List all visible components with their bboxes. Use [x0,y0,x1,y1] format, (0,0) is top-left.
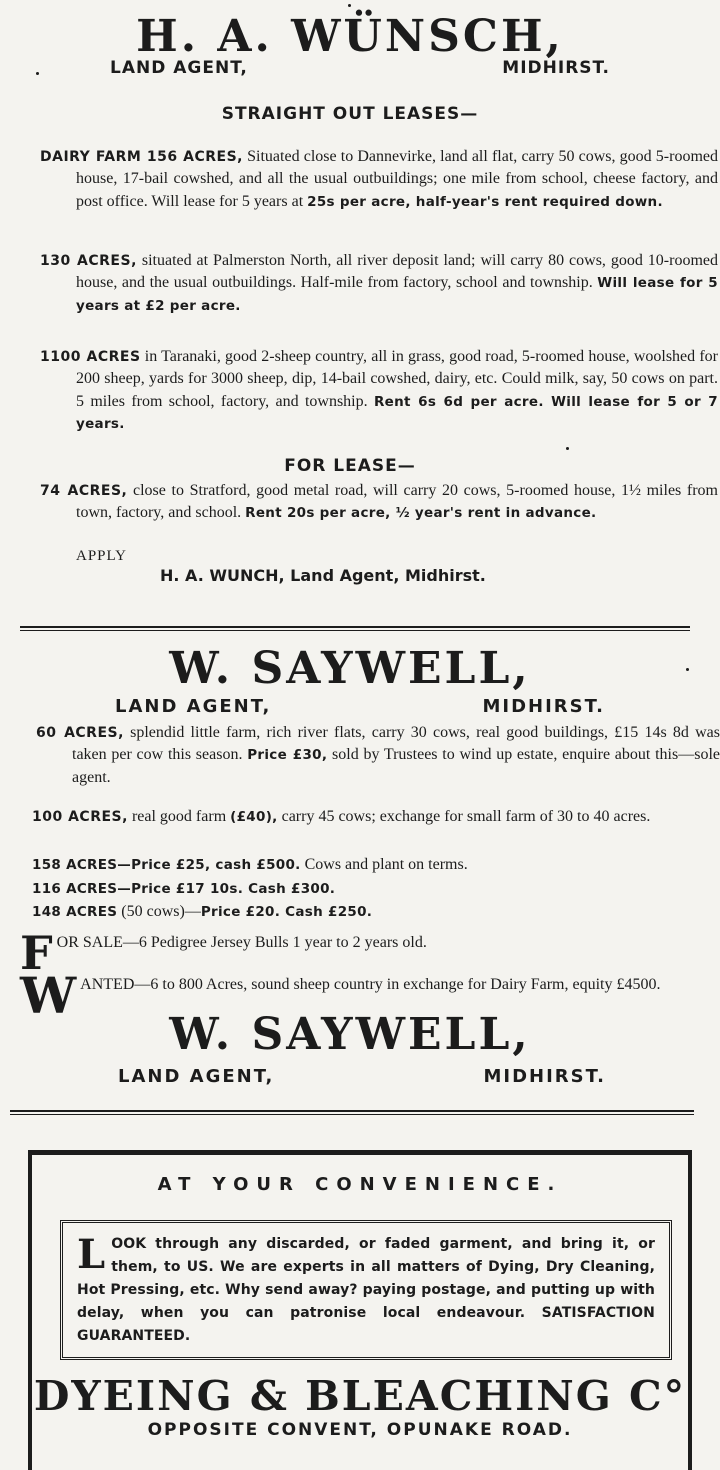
straight-out-leases-heading: STRAIGHT OUT LEASES— [221,104,479,124]
listing-text: in Taranaki, good 2-sheep country, all in grass, good road, 5-roomed house, woolshed for 200 sheep, yards for 3000 sheep, dip, 14-bail cowshed, dairy, etc. Could milk, say, 50 cows on part. 5 miles from school, factory, and township. [76,348,719,410]
dyeing-notice-box [60,1220,672,1360]
wanted-initial: W [20,966,77,1025]
listing-1100-acres [40,346,718,435]
wunsch-title: H. A. WÜNSCH, [136,11,564,62]
saywell-footer-title: W. SAYWELL, [169,1009,531,1060]
dyeing-initial: L [77,1231,106,1278]
saywell-footer-town: MIDHIRST. [483,1066,606,1087]
price-lead: 148 ACRES [32,904,118,920]
listing-text: carry 45 cows; exchange for small farm of 30 to 40 acres. [277,808,651,825]
company-address: OPPOSITE CONVENT, OPUNAKE ROAD. [147,1420,573,1440]
apply-label: APPLY [76,548,128,564]
listing-emphasis: Will lease for 5 years at £2 per acre. [76,275,718,314]
listing-lead: 100 ACRES, [32,809,128,825]
price-rest: (50 cows)— [117,903,201,920]
listing-100-acres [32,806,720,828]
convenience-heading: AT YOUR CONVENIENCE. [157,1174,563,1195]
price-line-158 [32,856,468,874]
listing-emphasis: Rent 20s per acre, ½ year's rent in advance. [245,505,597,522]
price-line-148 [32,903,372,921]
listing-60-acres [36,722,720,789]
price-tail: Price £20. Cash £250. [200,904,373,920]
listing-text: close to Stratford, good metal road, will carry 20 cows, 5-roomed house, 1½ miles from town, factory, and school. [76,482,719,522]
listing-emphasis: 25s per acre, half-year's rent required down. [307,193,663,210]
wunsch-town: MIDHIRST. [502,58,610,78]
price-line-116 [32,880,335,898]
umlaut-dot [348,4,351,7]
column-rule [10,1110,694,1115]
saywell-agent-line [115,696,605,717]
column-rule [20,626,690,631]
print-speck [686,668,689,671]
dyeing-body: OOK through any discarded, or faded garment, and bring it, or them, to US. We are experts in all matters of Dying, Dry Cleaning, Hot Pressing, etc. Why send away? paying postage, and putting up with delay, when you can patronise local endeavour. SATISFACTION GUARANTEED. [77,1236,655,1344]
price-rest: Cows and plant on terms. [300,856,468,873]
for-lease-heading: FOR LEASE— [284,456,416,476]
print-speck [566,447,569,450]
wanted-text: ANTED—6 to 800 Acres, sound sheep country in exchange for Dairy Farm, equity £4500. [80,976,661,993]
wunsch-agent-line [110,58,610,78]
dyeing-notice-text [77,1233,655,1348]
listing-emphasis: Price £30, [247,747,328,764]
saywell-footer-role: LAND AGENT, [118,1066,275,1087]
listing-text: real good farm [127,808,231,825]
listing-lead: DAIRY FARM 156 ACRES, [40,149,243,165]
listing-emphasis: (£40), [230,809,278,825]
saywell-town: MIDHIRST. [482,696,605,717]
for-sale-initial: F [20,926,53,980]
listing-text: situated at Palmerston North, all river deposit land; will carry 80 cows, good 10-roomed house, and the usual outbuildings. Half-mile from factory, school and township. [76,252,719,292]
listing-lead: 74 ACRES, [40,483,128,499]
listing-emphasis: Rent 6s 6d per acre. Will lease for 5 or 7 years. [76,393,718,432]
company-name: DYEING & BLEACHING C° [33,1372,687,1420]
saywell-title: W. SAYWELL, [169,643,531,694]
listing-text: sold by Trustees to wind up estate, enquire about this—sole agent. [72,746,720,786]
listing-dairy-farm [40,146,718,213]
saywell-footer-agent-line [118,1066,606,1087]
listing-lead: 1100 ACRES [40,349,141,365]
wunsch-signature: H. A. WUNCH, Land Agent, Midhirst. [160,566,486,585]
price-lead: 158 ACRES—Price £25, cash £500. [32,857,301,873]
listing-text: splendid little farm, rich river flats, carry 30 cows, real good buildings, £15 14s 8d was taken per cow this season. [72,724,720,764]
for-sale-text: OR SALE—6 Pedigree Jersey Bulls 1 year to 2 years old. [56,934,427,951]
price-lead: 116 ACRES—Price £17 10s. Cash £300. [32,881,336,897]
listing-lead: 60 ACRES, [36,725,124,741]
print-speck [36,72,39,75]
listing-74-acres [40,480,718,525]
listing-text: Situated close to Dannevirke, land all flat, carry 50 cows, good 5-roomed house, 17-bail cowshed, and all the usual outbuildings; one mile from school, cheese factory, and post office. Will lease for 5 years at [76,148,718,210]
for-sale-notice [20,926,700,980]
listing-lead: 130 ACRES, [40,253,137,269]
saywell-role: LAND AGENT, [115,696,272,717]
wunsch-role: LAND AGENT, [110,58,248,78]
listing-130-acres [40,250,718,317]
